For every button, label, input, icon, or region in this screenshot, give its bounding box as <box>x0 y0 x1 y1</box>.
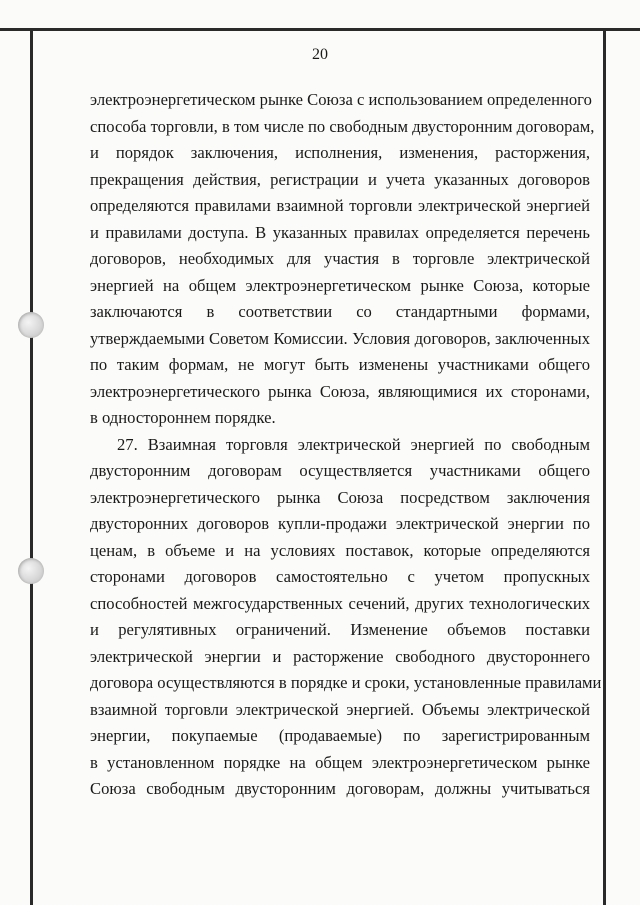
text-line: электроэнергетического рынка Союза, являющимися их сторонами, <box>90 381 590 401</box>
text-line: в установленном порядке на общем электроэнергетическом рынке <box>90 752 590 772</box>
text-line: договора осуществляются в порядке и сроки, установленные правилами <box>90 673 602 692</box>
text-line: ценам, в объеме и на условиях поставок, которые определяются <box>90 540 590 560</box>
page-number: 20 <box>312 46 328 63</box>
text-line: договоров, необходимых для участия в торговле электрической <box>90 249 590 268</box>
document-body <box>90 87 602 803</box>
text-line: прекращения действия, регистрации и учета указанных договоров <box>90 169 590 189</box>
text-line: в одностороннем порядке. <box>90 408 276 427</box>
text-line: двусторонних договоров купли-продажи электрической энергии по <box>90 514 590 533</box>
text-line: способа торговли, в том числе по свободным двусторонним договорам, <box>90 116 595 136</box>
text-line: утверждаемыми Советом Комиссии. Условия договоров, заключенных <box>90 328 590 348</box>
text-line: энергии, покупаемые (продаваемые) по зарегистрированным <box>90 726 590 745</box>
text-line: электроэнергетического рынка Союза посредством заключения <box>90 487 590 507</box>
text-line: по таким формам, не могут быть изменены участниками общего <box>90 355 590 374</box>
text-line: электрической энергии и расторжение свободного двустороннего <box>90 646 590 666</box>
text-line: Союза свободным двусторонним договорам, должны учитываться <box>90 779 590 798</box>
text-line: и правилами доступа. В указанных правилах определяется перечень <box>90 222 590 242</box>
text-line: взаимной торговли электрической энергией. Объемы электрической <box>90 699 590 719</box>
text-line: двусторонним договорам осуществляется участниками общего <box>90 461 590 480</box>
text-line: сторонами договоров самостоятельно с учетом пропускных <box>90 567 590 586</box>
text-line: способностей межгосударственных сечений, других технологических <box>90 593 590 613</box>
text-line: и порядок заключения, исполнения, изменения, расторжения, <box>90 143 590 162</box>
text-line: определяются правилами взаимной торговли электрической энергией <box>90 196 590 215</box>
page-border-right <box>603 28 606 905</box>
text-line: энергией на общем электроэнергетическом рынке Союза, которые <box>90 275 590 295</box>
text-line: электроэнергетическом рынке Союза с использованием определенного <box>90 90 592 109</box>
punch-hole-lower <box>18 558 44 584</box>
text-line: заключаются в соответствии со стандартными формами, <box>90 302 590 321</box>
paragraph-27-first-line: 27. Взаимная торговля электрической энергией по свободным <box>117 434 590 454</box>
page-border-left <box>30 28 33 905</box>
text-line: и регулятивных ограничений. Изменение объемов поставки <box>90 620 590 639</box>
punch-hole-upper <box>18 312 44 338</box>
page-border-top <box>0 28 640 31</box>
